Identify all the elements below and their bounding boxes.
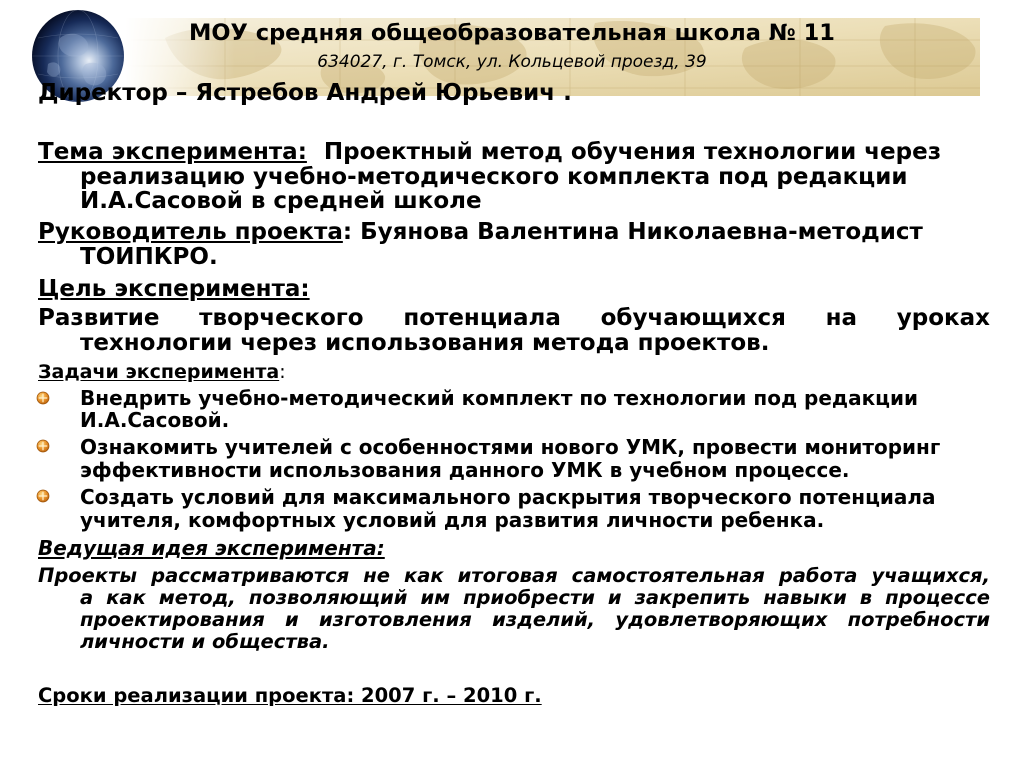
tasks-label: Задачи эксперимента	[38, 361, 280, 383]
leader-text-1: : Буянова Валентина Николаевна-методист	[342, 219, 923, 245]
school-address: 634027, г. Томск, ул. Кольцевой проезд, 39	[317, 52, 707, 72]
bullet-icon	[36, 391, 50, 405]
idea-text-4: личности и общества.	[80, 630, 330, 653]
theme-text-1: Проектный метод обучения технологии через	[323, 139, 942, 165]
goal-text-2: технологии через использования метода проектов.	[80, 330, 770, 356]
director-line: Директор – Ястребов Андрей Юрьевич .	[38, 80, 572, 106]
idea-label: Ведущая идея эксперимента:	[38, 536, 385, 560]
leader-label: Руководитель проекта	[38, 219, 343, 245]
timeline-line: Сроки реализации проекта: 2007 г. – 2010 г.	[38, 684, 542, 707]
idea-text-3: проектирования и изготовления изделий, удовлетворяющих потребности	[80, 608, 990, 631]
bullet-icon	[36, 439, 50, 453]
idea-text-2: а как метод, позволяющий им приобрести и закрепить навыки в процессе	[80, 586, 990, 609]
tasks-heading	[38, 362, 286, 383]
theme-label: Тема эксперимента:	[38, 139, 307, 165]
goal-label: Цель эксперимента:	[38, 276, 310, 302]
task-1-line-1: Внедрить учебно-методический комплект по технологии под редакции	[80, 386, 919, 410]
goal-text-1: Развитие творческого потенциала обучающихся на уроках	[38, 305, 990, 331]
theme-text-2: реализацию учебно-методического комплекта под редакции	[80, 164, 908, 190]
leader-line-1	[38, 220, 923, 245]
theme-text-3: И.А.Сасовой в средней школе	[80, 188, 482, 214]
leader-text-2: ТОИПКРО.	[80, 244, 218, 270]
theme-line-1	[38, 140, 941, 165]
idea-text-1: Проекты рассматриваются не как итоговая самостоятельная работа учащихся,	[38, 564, 990, 587]
bullet-icon	[36, 489, 50, 503]
school-title: МОУ средняя общеобразовательная школа № 11	[189, 20, 835, 46]
task-2-line-2: эффективности использования данного УМК в учебном процессе.	[80, 458, 850, 482]
task-2-line-1: Ознакомить учителей с особенностями нового УМК, провести мониторинг	[80, 435, 941, 459]
tasks-colon: :	[279, 361, 286, 383]
task-3-line-1: Создать условий для максимального раскрытия творческого потенциала	[80, 485, 936, 509]
task-3-line-2: учителя, комфортных условий для развития личности ребенка.	[80, 508, 825, 532]
task-1-line-2: И.А.Сасовой.	[80, 408, 230, 432]
